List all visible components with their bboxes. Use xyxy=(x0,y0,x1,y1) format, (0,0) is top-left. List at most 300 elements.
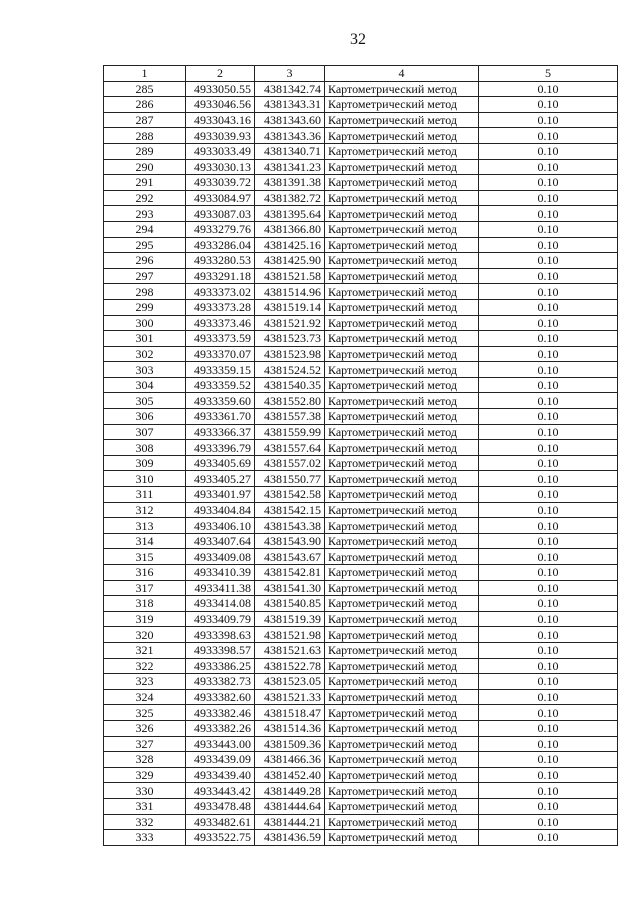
table-row xyxy=(104,299,618,315)
x-coordinate-cell: 4933386.25 xyxy=(186,658,255,674)
point-number-cell: 331 xyxy=(104,798,186,814)
table-row xyxy=(104,627,618,643)
y-coordinate-cell: 4381341.23 xyxy=(255,159,325,175)
y-coordinate-cell: 4381519.14 xyxy=(255,299,325,315)
error-value-cell: 0.10 xyxy=(479,705,618,721)
table-row xyxy=(104,720,618,736)
table-row xyxy=(104,159,618,175)
point-number-cell: 295 xyxy=(104,237,186,253)
method-cell: Картометрический метод xyxy=(325,798,479,814)
y-coordinate-cell: 4381395.64 xyxy=(255,206,325,222)
y-coordinate-cell: 4381382.72 xyxy=(255,190,325,206)
header-col-4: 4 xyxy=(325,66,479,82)
table-row xyxy=(104,393,618,409)
x-coordinate-cell: 4933084.97 xyxy=(186,190,255,206)
y-coordinate-cell: 4381543.90 xyxy=(255,533,325,549)
table-row xyxy=(104,440,618,456)
table-row xyxy=(104,284,618,300)
x-coordinate-cell: 4933407.64 xyxy=(186,533,255,549)
point-number-cell: 316 xyxy=(104,565,186,581)
header-row xyxy=(104,66,618,82)
x-coordinate-cell: 4933046.56 xyxy=(186,97,255,113)
table-row xyxy=(104,268,618,284)
x-coordinate-cell: 4933366.37 xyxy=(186,424,255,440)
error-value-cell: 0.10 xyxy=(479,689,618,705)
x-coordinate-cell: 4933443.00 xyxy=(186,736,255,752)
error-value-cell: 0.10 xyxy=(479,533,618,549)
point-number-cell: 304 xyxy=(104,377,186,393)
y-coordinate-cell: 4381436.59 xyxy=(255,830,325,846)
error-value-cell: 0.10 xyxy=(479,299,618,315)
point-number-cell: 313 xyxy=(104,518,186,534)
method-cell: Картометрический метод xyxy=(325,658,479,674)
x-coordinate-cell: 4933382.46 xyxy=(186,705,255,721)
method-cell: Картометрический метод xyxy=(325,159,479,175)
x-coordinate-cell: 4933401.97 xyxy=(186,487,255,503)
point-number-cell: 306 xyxy=(104,409,186,425)
table-row xyxy=(104,674,618,690)
table-row xyxy=(104,830,618,846)
y-coordinate-cell: 4381543.67 xyxy=(255,549,325,565)
x-coordinate-cell: 4933404.84 xyxy=(186,502,255,518)
method-cell: Картометрический метод xyxy=(325,720,479,736)
y-coordinate-cell: 4381425.16 xyxy=(255,237,325,253)
point-number-cell: 303 xyxy=(104,362,186,378)
point-number-cell: 290 xyxy=(104,159,186,175)
point-number-cell: 301 xyxy=(104,331,186,347)
table-row xyxy=(104,409,618,425)
x-coordinate-cell: 4933396.79 xyxy=(186,440,255,456)
table-row xyxy=(104,736,618,752)
table-row xyxy=(104,487,618,503)
table-row xyxy=(104,206,618,222)
method-cell: Картометрический метод xyxy=(325,440,479,456)
point-number-cell: 329 xyxy=(104,767,186,783)
page-number: 32 xyxy=(350,31,366,48)
x-coordinate-cell: 4933373.59 xyxy=(186,331,255,347)
y-coordinate-cell: 4381343.60 xyxy=(255,112,325,128)
error-value-cell: 0.10 xyxy=(479,315,618,331)
x-coordinate-cell: 4933414.08 xyxy=(186,596,255,612)
x-coordinate-cell: 4933361.70 xyxy=(186,409,255,425)
error-value-cell: 0.10 xyxy=(479,393,618,409)
method-cell: Картометрический метод xyxy=(325,627,479,643)
method-cell: Картометрический метод xyxy=(325,611,479,627)
error-value-cell: 0.10 xyxy=(479,487,618,503)
y-coordinate-cell: 4381518.47 xyxy=(255,705,325,721)
table-row xyxy=(104,346,618,362)
table-row xyxy=(104,767,618,783)
error-value-cell: 0.10 xyxy=(479,331,618,347)
method-cell: Картометрический метод xyxy=(325,533,479,549)
y-coordinate-cell: 4381540.85 xyxy=(255,596,325,612)
error-value-cell: 0.10 xyxy=(479,798,618,814)
y-coordinate-cell: 4381522.78 xyxy=(255,658,325,674)
table-row xyxy=(104,175,618,191)
method-cell: Картометрический метод xyxy=(325,97,479,113)
method-cell: Картометрический метод xyxy=(325,253,479,269)
method-cell: Картометрический метод xyxy=(325,783,479,799)
x-coordinate-cell: 4933279.76 xyxy=(186,221,255,237)
x-coordinate-cell: 4933370.07 xyxy=(186,346,255,362)
coordinates-table xyxy=(103,65,618,846)
x-coordinate-cell: 4933087.03 xyxy=(186,206,255,222)
x-coordinate-cell: 4933439.40 xyxy=(186,767,255,783)
y-coordinate-cell: 4381541.30 xyxy=(255,580,325,596)
error-value-cell: 0.10 xyxy=(479,175,618,191)
method-cell: Картометрический метод xyxy=(325,689,479,705)
error-value-cell: 0.10 xyxy=(479,736,618,752)
x-coordinate-cell: 4933286.04 xyxy=(186,237,255,253)
table-row xyxy=(104,128,618,144)
table-row xyxy=(104,143,618,159)
table-row xyxy=(104,424,618,440)
point-number-cell: 310 xyxy=(104,471,186,487)
table-row xyxy=(104,362,618,378)
x-coordinate-cell: 4933439.09 xyxy=(186,752,255,768)
y-coordinate-cell: 4381466.36 xyxy=(255,752,325,768)
point-number-cell: 318 xyxy=(104,596,186,612)
x-coordinate-cell: 4933382.26 xyxy=(186,720,255,736)
table-row xyxy=(104,190,618,206)
point-number-cell: 298 xyxy=(104,284,186,300)
method-cell: Картометрический метод xyxy=(325,237,479,253)
x-coordinate-cell: 4933382.60 xyxy=(186,689,255,705)
x-coordinate-cell: 4933039.72 xyxy=(186,175,255,191)
x-coordinate-cell: 4933033.49 xyxy=(186,143,255,159)
x-coordinate-cell: 4933443.42 xyxy=(186,783,255,799)
header-col-1: 1 xyxy=(104,66,186,82)
table-row xyxy=(104,814,618,830)
header-col-2: 2 xyxy=(186,66,255,82)
x-coordinate-cell: 4933373.02 xyxy=(186,284,255,300)
point-number-cell: 293 xyxy=(104,206,186,222)
error-value-cell: 0.10 xyxy=(479,720,618,736)
method-cell: Картометрический метод xyxy=(325,455,479,471)
point-number-cell: 286 xyxy=(104,97,186,113)
y-coordinate-cell: 4381540.35 xyxy=(255,377,325,393)
point-number-cell: 305 xyxy=(104,393,186,409)
x-coordinate-cell: 4933359.15 xyxy=(186,362,255,378)
point-number-cell: 324 xyxy=(104,689,186,705)
error-value-cell: 0.10 xyxy=(479,830,618,846)
y-coordinate-cell: 4381452.40 xyxy=(255,767,325,783)
error-value-cell: 0.10 xyxy=(479,440,618,456)
table-row xyxy=(104,783,618,799)
method-cell: Картометрический метод xyxy=(325,362,479,378)
table-row xyxy=(104,549,618,565)
point-number-cell: 325 xyxy=(104,705,186,721)
error-value-cell: 0.10 xyxy=(479,190,618,206)
x-coordinate-cell: 4933039.93 xyxy=(186,128,255,144)
error-value-cell: 0.10 xyxy=(479,642,618,658)
error-value-cell: 0.10 xyxy=(479,565,618,581)
error-value-cell: 0.10 xyxy=(479,455,618,471)
method-cell: Картометрический метод xyxy=(325,502,479,518)
table-row xyxy=(104,97,618,113)
table-row xyxy=(104,81,618,97)
point-number-cell: 322 xyxy=(104,658,186,674)
x-coordinate-cell: 4933478.48 xyxy=(186,798,255,814)
table-row xyxy=(104,237,618,253)
method-cell: Картометрический метод xyxy=(325,377,479,393)
y-coordinate-cell: 4381340.71 xyxy=(255,143,325,159)
point-number-cell: 302 xyxy=(104,346,186,362)
point-number-cell: 312 xyxy=(104,502,186,518)
point-number-cell: 311 xyxy=(104,487,186,503)
point-number-cell: 292 xyxy=(104,190,186,206)
y-coordinate-cell: 4381524.52 xyxy=(255,362,325,378)
table-row xyxy=(104,798,618,814)
point-number-cell: 321 xyxy=(104,642,186,658)
method-cell: Картометрический метод xyxy=(325,128,479,144)
point-number-cell: 300 xyxy=(104,315,186,331)
error-value-cell: 0.10 xyxy=(479,237,618,253)
y-coordinate-cell: 4381523.98 xyxy=(255,346,325,362)
table-row xyxy=(104,253,618,269)
x-coordinate-cell: 4933406.10 xyxy=(186,518,255,534)
x-coordinate-cell: 4933382.73 xyxy=(186,674,255,690)
point-number-cell: 288 xyxy=(104,128,186,144)
point-number-cell: 307 xyxy=(104,424,186,440)
table-row xyxy=(104,502,618,518)
table-row xyxy=(104,331,618,347)
method-cell: Картометрический метод xyxy=(325,642,479,658)
point-number-cell: 314 xyxy=(104,533,186,549)
y-coordinate-cell: 4381542.81 xyxy=(255,565,325,581)
table-row xyxy=(104,580,618,596)
method-cell: Картометрический метод xyxy=(325,315,479,331)
method-cell: Картометрический метод xyxy=(325,284,479,300)
y-coordinate-cell: 4381557.64 xyxy=(255,440,325,456)
point-number-cell: 297 xyxy=(104,268,186,284)
point-number-cell: 317 xyxy=(104,580,186,596)
error-value-cell: 0.10 xyxy=(479,611,618,627)
y-coordinate-cell: 4381514.36 xyxy=(255,720,325,736)
error-value-cell: 0.10 xyxy=(479,580,618,596)
error-value-cell: 0.10 xyxy=(479,502,618,518)
table-row xyxy=(104,689,618,705)
point-number-cell: 287 xyxy=(104,112,186,128)
table-row xyxy=(104,455,618,471)
method-cell: Картометрический метод xyxy=(325,331,479,347)
x-coordinate-cell: 4933043.16 xyxy=(186,112,255,128)
error-value-cell: 0.10 xyxy=(479,97,618,113)
error-value-cell: 0.10 xyxy=(479,424,618,440)
table-row xyxy=(104,596,618,612)
error-value-cell: 0.10 xyxy=(479,674,618,690)
x-coordinate-cell: 4933398.63 xyxy=(186,627,255,643)
point-number-cell: 308 xyxy=(104,440,186,456)
y-coordinate-cell: 4381366.80 xyxy=(255,221,325,237)
method-cell: Картометрический метод xyxy=(325,409,479,425)
point-number-cell: 320 xyxy=(104,627,186,643)
point-number-cell: 330 xyxy=(104,783,186,799)
method-cell: Картометрический метод xyxy=(325,736,479,752)
x-coordinate-cell: 4933359.52 xyxy=(186,377,255,393)
table-header xyxy=(104,66,618,82)
error-value-cell: 0.10 xyxy=(479,112,618,128)
x-coordinate-cell: 4933522.75 xyxy=(186,830,255,846)
table-row xyxy=(104,752,618,768)
point-number-cell: 326 xyxy=(104,720,186,736)
method-cell: Картометрический метод xyxy=(325,549,479,565)
method-cell: Картометрический метод xyxy=(325,705,479,721)
error-value-cell: 0.10 xyxy=(479,627,618,643)
point-number-cell: 289 xyxy=(104,143,186,159)
x-coordinate-cell: 4933050.55 xyxy=(186,81,255,97)
table-row xyxy=(104,112,618,128)
x-coordinate-cell: 4933030.13 xyxy=(186,159,255,175)
table-row xyxy=(104,518,618,534)
y-coordinate-cell: 4381519.39 xyxy=(255,611,325,627)
error-value-cell: 0.10 xyxy=(479,783,618,799)
table-row xyxy=(104,565,618,581)
y-coordinate-cell: 4381521.63 xyxy=(255,642,325,658)
y-coordinate-cell: 4381552.80 xyxy=(255,393,325,409)
table-row xyxy=(104,471,618,487)
x-coordinate-cell: 4933373.46 xyxy=(186,315,255,331)
y-coordinate-cell: 4381521.58 xyxy=(255,268,325,284)
x-coordinate-cell: 4933291.18 xyxy=(186,268,255,284)
error-value-cell: 0.10 xyxy=(479,658,618,674)
point-number-cell: 319 xyxy=(104,611,186,627)
table-row xyxy=(104,705,618,721)
method-cell: Картометрический метод xyxy=(325,221,479,237)
method-cell: Картометрический метод xyxy=(325,393,479,409)
x-coordinate-cell: 4933373.28 xyxy=(186,299,255,315)
error-value-cell: 0.10 xyxy=(479,206,618,222)
error-value-cell: 0.10 xyxy=(479,377,618,393)
table-row xyxy=(104,611,618,627)
method-cell: Картометрический метод xyxy=(325,518,479,534)
method-cell: Картометрический метод xyxy=(325,596,479,612)
x-coordinate-cell: 4933482.61 xyxy=(186,814,255,830)
point-number-cell: 296 xyxy=(104,253,186,269)
error-value-cell: 0.10 xyxy=(479,752,618,768)
method-cell: Картометрический метод xyxy=(325,565,479,581)
method-cell: Картометрический метод xyxy=(325,752,479,768)
x-coordinate-cell: 4933411.38 xyxy=(186,580,255,596)
method-cell: Картометрический метод xyxy=(325,424,479,440)
error-value-cell: 0.10 xyxy=(479,221,618,237)
y-coordinate-cell: 4381557.02 xyxy=(255,455,325,471)
point-number-cell: 309 xyxy=(104,455,186,471)
point-number-cell: 294 xyxy=(104,221,186,237)
method-cell: Картометрический метод xyxy=(325,674,479,690)
error-value-cell: 0.10 xyxy=(479,362,618,378)
method-cell: Картометрический метод xyxy=(325,81,479,97)
table-row xyxy=(104,658,618,674)
header-col-3: 3 xyxy=(255,66,325,82)
point-number-cell: 323 xyxy=(104,674,186,690)
method-cell: Картометрический метод xyxy=(325,580,479,596)
y-coordinate-cell: 4381521.98 xyxy=(255,627,325,643)
error-value-cell: 0.10 xyxy=(479,767,618,783)
y-coordinate-cell: 4381557.38 xyxy=(255,409,325,425)
point-number-cell: 299 xyxy=(104,299,186,315)
table-row xyxy=(104,642,618,658)
y-coordinate-cell: 4381391.38 xyxy=(255,175,325,191)
error-value-cell: 0.10 xyxy=(479,284,618,300)
y-coordinate-cell: 4381444.21 xyxy=(255,814,325,830)
error-value-cell: 0.10 xyxy=(479,81,618,97)
y-coordinate-cell: 4381521.92 xyxy=(255,315,325,331)
point-number-cell: 315 xyxy=(104,549,186,565)
method-cell: Картометрический метод xyxy=(325,346,479,362)
y-coordinate-cell: 4381543.38 xyxy=(255,518,325,534)
table-row xyxy=(104,221,618,237)
y-coordinate-cell: 4381514.96 xyxy=(255,284,325,300)
table-row xyxy=(104,533,618,549)
method-cell: Картометрический метод xyxy=(325,814,479,830)
x-coordinate-cell: 4933359.60 xyxy=(186,393,255,409)
method-cell: Картометрический метод xyxy=(325,175,479,191)
method-cell: Картометрический метод xyxy=(325,471,479,487)
point-number-cell: 285 xyxy=(104,81,186,97)
x-coordinate-cell: 4933405.69 xyxy=(186,455,255,471)
method-cell: Картометрический метод xyxy=(325,112,479,128)
method-cell: Картометрический метод xyxy=(325,487,479,503)
point-number-cell: 332 xyxy=(104,814,186,830)
y-coordinate-cell: 4381542.58 xyxy=(255,487,325,503)
method-cell: Картометрический метод xyxy=(325,268,479,284)
error-value-cell: 0.10 xyxy=(479,128,618,144)
table-body xyxy=(104,81,618,845)
error-value-cell: 0.10 xyxy=(479,596,618,612)
error-value-cell: 0.10 xyxy=(479,549,618,565)
error-value-cell: 0.10 xyxy=(479,346,618,362)
error-value-cell: 0.10 xyxy=(479,143,618,159)
method-cell: Картометрический метод xyxy=(325,767,479,783)
point-number-cell: 327 xyxy=(104,736,186,752)
error-value-cell: 0.10 xyxy=(479,268,618,284)
error-value-cell: 0.10 xyxy=(479,253,618,269)
y-coordinate-cell: 4381343.36 xyxy=(255,128,325,144)
method-cell: Картометрический метод xyxy=(325,190,479,206)
y-coordinate-cell: 4381523.73 xyxy=(255,331,325,347)
error-value-cell: 0.10 xyxy=(479,814,618,830)
method-cell: Картометрический метод xyxy=(325,299,479,315)
point-number-cell: 333 xyxy=(104,830,186,846)
x-coordinate-cell: 4933280.53 xyxy=(186,253,255,269)
x-coordinate-cell: 4933405.27 xyxy=(186,471,255,487)
y-coordinate-cell: 4381425.90 xyxy=(255,253,325,269)
y-coordinate-cell: 4381343.31 xyxy=(255,97,325,113)
method-cell: Картометрический метод xyxy=(325,830,479,846)
error-value-cell: 0.10 xyxy=(479,159,618,175)
y-coordinate-cell: 4381523.05 xyxy=(255,674,325,690)
y-coordinate-cell: 4381542.15 xyxy=(255,502,325,518)
x-coordinate-cell: 4933410.39 xyxy=(186,565,255,581)
table-row xyxy=(104,377,618,393)
y-coordinate-cell: 4381449.28 xyxy=(255,783,325,799)
y-coordinate-cell: 4381559.99 xyxy=(255,424,325,440)
error-value-cell: 0.10 xyxy=(479,471,618,487)
y-coordinate-cell: 4381342.74 xyxy=(255,81,325,97)
y-coordinate-cell: 4381509.36 xyxy=(255,736,325,752)
table-row xyxy=(104,315,618,331)
error-value-cell: 0.10 xyxy=(479,409,618,425)
method-cell: Картометрический метод xyxy=(325,143,479,159)
error-value-cell: 0.10 xyxy=(479,518,618,534)
point-number-cell: 291 xyxy=(104,175,186,191)
y-coordinate-cell: 4381444.64 xyxy=(255,798,325,814)
y-coordinate-cell: 4381550.77 xyxy=(255,471,325,487)
x-coordinate-cell: 4933409.08 xyxy=(186,549,255,565)
x-coordinate-cell: 4933398.57 xyxy=(186,642,255,658)
y-coordinate-cell: 4381521.33 xyxy=(255,689,325,705)
